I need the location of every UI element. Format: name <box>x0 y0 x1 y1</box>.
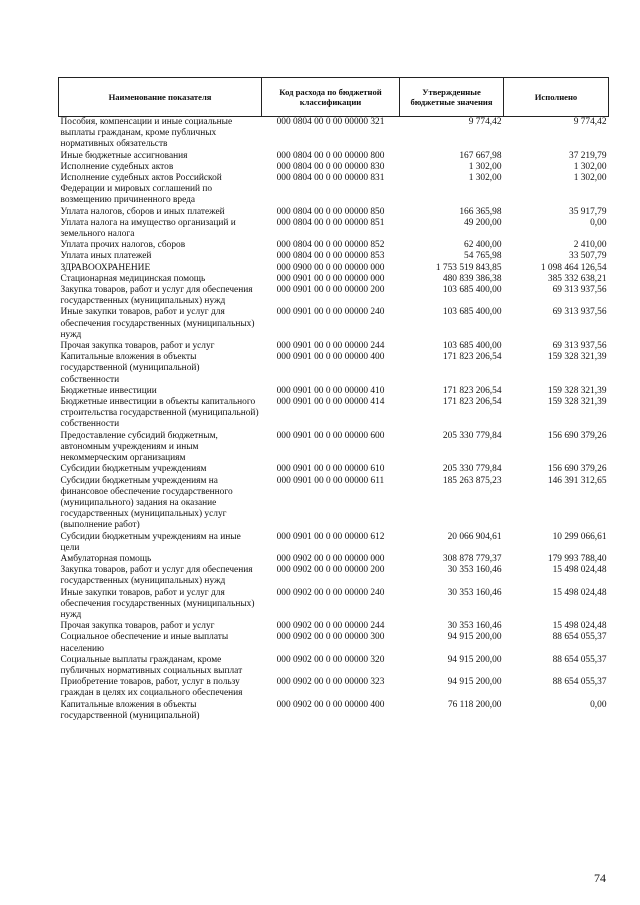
row-name-cell: Социальное обеспечение и иные выплаты населению <box>60 632 229 654</box>
row-executed-cell: 9 774,42 <box>573 117 607 127</box>
row-name-cell: Иные закупки товаров, работ и услуг для обеспечения государственных (муниципальных) нужд <box>60 587 255 620</box>
row-name-cell: Уплата прочих налогов, сборов <box>60 240 186 251</box>
row-approved-cell: 205 330 779,84 <box>442 464 502 475</box>
row-approved-cell: 62 400,00 <box>464 240 502 251</box>
table-row <box>59 341 609 352</box>
row-name-cell: Закупка товаров, работ и услуг для обеспечения государственных (муниципальных) нужд <box>60 285 253 307</box>
row-code-cell: 000 0901 00 0 00 00000 400 <box>276 352 385 363</box>
table-row <box>59 386 609 397</box>
table-row <box>59 162 609 173</box>
row-approved-cell: 94 915 200,00 <box>447 632 502 643</box>
row-name-cell: Пособия, компенсации и иные социальные выплаты гражданам, кроме публичных нормативных обязательств <box>60 117 233 150</box>
table-row <box>59 464 609 475</box>
header-indicator-name: Наименование показателя <box>59 78 262 117</box>
row-approved-cell: 94 915 200,00 <box>447 677 502 688</box>
table-row <box>59 274 609 285</box>
row-executed-cell: 10 299 066,61 <box>552 531 607 542</box>
row-approved-cell: 103 685 400,00 <box>442 285 502 296</box>
row-code-cell: 000 0902 00 0 00 00000 000 <box>276 553 385 564</box>
table-row <box>59 218 609 240</box>
table-body <box>59 117 609 722</box>
table-row <box>59 655 609 677</box>
row-code-cell: 000 0804 00 0 00 00000 851 <box>276 217 385 228</box>
row-code-cell: 000 0902 00 0 00 00000 323 <box>276 677 385 688</box>
row-approved-cell: 103 685 400,00 <box>442 307 502 318</box>
row-executed-cell: 88 654 055,37 <box>552 632 607 643</box>
table-row <box>59 476 609 532</box>
row-approved-cell: 1 302,00 <box>468 173 502 184</box>
table-row <box>59 588 609 622</box>
row-approved-cell: 20 066 904,61 <box>447 531 502 542</box>
row-code-cell: 000 0902 00 0 00 00000 400 <box>276 699 385 710</box>
row-executed-cell: 37 219,79 <box>569 150 607 161</box>
row-code-cell: 000 0900 00 0 00 00000 000 <box>276 262 385 273</box>
row-executed-cell: 385 332 638,21 <box>547 273 607 284</box>
row-name-cell: Капитальные вложения в объекты государственной (муниципальной) собственности <box>60 352 200 385</box>
table-row <box>59 632 609 654</box>
row-name-cell: ЗДРАВООХРАНЕНИЕ <box>60 262 151 273</box>
row-code-cell: 000 0901 00 0 00 00000 612 <box>276 531 385 542</box>
table-row <box>59 621 609 632</box>
row-approved-cell: 103 685 400,00 <box>442 341 502 352</box>
row-code-cell: 000 0901 00 0 00 00000 610 <box>276 464 385 475</box>
table-row <box>59 431 609 465</box>
row-name-cell: Прочая закупка товаров, работ и услуг <box>60 621 215 632</box>
table-row <box>59 240 609 251</box>
row-approved-cell: 308 878 779,37 <box>442 553 502 564</box>
row-approved-cell: 185 263 875,23 <box>442 475 502 486</box>
table-row <box>59 565 609 587</box>
table-row <box>59 554 609 565</box>
row-executed-cell: 88 654 055,37 <box>552 654 607 665</box>
row-name-cell: Капитальные вложения в объекты государственной (муниципальной) <box>60 699 200 721</box>
table-row <box>59 263 609 274</box>
row-executed-cell: 1 302,00 <box>573 161 607 172</box>
row-code-cell: 000 0901 00 0 00 00000 414 <box>276 397 385 408</box>
row-approved-cell: 54 765,98 <box>464 251 502 262</box>
row-code-cell: 000 0804 00 0 00 00000 850 <box>276 206 385 217</box>
row-code-cell: 000 0901 00 0 00 00000 410 <box>276 385 385 396</box>
row-name-cell: Иные бюджетные ассигнования <box>60 150 188 161</box>
table-row <box>59 173 609 207</box>
row-name-cell: Уплата иных платежей <box>60 251 152 262</box>
row-name-cell: Исполнение судебных актов <box>60 161 174 172</box>
row-executed-cell: 2 410,00 <box>573 240 607 251</box>
row-approved-cell: 30 353 160,46 <box>447 587 502 598</box>
table-row <box>59 352 609 386</box>
row-approved-cell: 480 839 386,38 <box>442 273 502 284</box>
row-name-cell: Иные закупки товаров, работ и услуг для обеспечения государственных (муниципальных) нужд <box>60 307 255 340</box>
table-row <box>59 251 609 262</box>
row-executed-cell: 159 328 321,39 <box>547 352 607 363</box>
row-approved-cell: 1 753 519 843,85 <box>435 262 502 273</box>
row-approved-cell: 166 365,98 <box>459 206 502 217</box>
table-row <box>59 397 609 431</box>
row-code-cell: 000 0901 00 0 00 00000 000 <box>276 273 385 284</box>
row-executed-cell: 156 690 379,26 <box>547 464 607 475</box>
row-executed-cell: 15 498 024,48 <box>552 621 607 632</box>
table-row <box>59 700 609 722</box>
row-code-cell: 000 0902 00 0 00 00000 300 <box>276 632 385 643</box>
row-name-cell: Бюджетные инвестиции <box>60 385 157 396</box>
table-row <box>59 207 609 218</box>
row-name-cell: Уплата налога на имущество организаций и земельного налога <box>60 217 236 240</box>
table-row <box>59 151 609 162</box>
header-approved-values: Утвержденные бюджетные значения <box>400 78 504 117</box>
row-code-cell: 000 0901 00 0 00 00000 244 <box>276 341 385 352</box>
row-approved-cell: 205 330 779,84 <box>442 430 502 441</box>
row-executed-cell: 15 498 024,48 <box>552 565 607 576</box>
row-approved-cell: 30 353 160,46 <box>447 621 502 632</box>
header-executed: Исполнено <box>504 78 609 117</box>
row-executed-cell: 1 302,00 <box>573 173 607 184</box>
row-approved-cell: 30 353 160,46 <box>447 565 502 576</box>
row-name-cell: Уплата налогов, сборов и иных платежей <box>60 206 225 217</box>
row-executed-cell: 15 498 024,48 <box>552 587 607 598</box>
row-code-cell: 000 0902 00 0 00 00000 200 <box>276 565 385 576</box>
row-executed-cell: 0,00 <box>590 217 607 228</box>
row-name-cell: Субсидии бюджетным учреждениям на финансовое обеспечение государственного (муниципального) задания на оказание государственных (муниципальных) услуг (выполнение работ) <box>60 475 233 531</box>
row-approved-cell: 167 667,98 <box>459 150 502 161</box>
row-executed-cell: 88 654 055,37 <box>552 677 607 688</box>
row-approved-cell: 49 200,00 <box>464 217 502 228</box>
row-approved-cell: 94 915 200,00 <box>447 654 502 665</box>
row-name-cell: Социальные выплаты гражданам, кроме публичных нормативных социальных выплат <box>60 654 243 676</box>
row-name-cell: Амбулаторная помощь <box>60 553 152 564</box>
row-executed-cell: 159 328 321,39 <box>547 397 607 408</box>
row-executed-cell: 0,00 <box>590 699 607 710</box>
row-executed-cell: 156 690 379,26 <box>547 430 607 441</box>
table-row <box>59 117 609 151</box>
row-code-cell: 000 0901 00 0 00 00000 240 <box>276 307 385 318</box>
row-approved-cell: 9 774,42 <box>468 117 502 127</box>
table-row <box>59 677 609 699</box>
row-code-cell: 000 0804 00 0 00 00000 831 <box>276 173 385 184</box>
row-name-cell: Предоставление субсидий бюджетным, автономным учреждениям и иным некоммерческим организациям <box>60 430 218 464</box>
row-executed-cell: 69 313 937,56 <box>552 307 607 318</box>
row-name-cell: Исполнение судебных актов Российской Федерации и мировых соглашений по возмещению причиненного вреда <box>60 173 222 206</box>
row-executed-cell: 159 328 321,39 <box>547 385 607 396</box>
row-code-cell: 000 0804 00 0 00 00000 800 <box>276 150 385 161</box>
row-executed-cell: 35 917,79 <box>569 206 607 217</box>
row-executed-cell: 69 313 937,56 <box>552 341 607 352</box>
row-code-cell: 000 0804 00 0 00 00000 830 <box>276 161 385 172</box>
row-executed-cell: 69 313 937,56 <box>552 285 607 296</box>
row-code-cell: 000 0804 00 0 00 00000 852 <box>276 240 385 251</box>
row-approved-cell: 171 823 206,54 <box>442 352 502 363</box>
row-approved-cell: 171 823 206,54 <box>442 385 502 396</box>
row-code-cell: 000 0901 00 0 00 00000 200 <box>276 285 385 296</box>
row-code-cell: 000 0901 00 0 00 00000 611 <box>276 475 385 486</box>
row-approved-cell: 76 118 200,00 <box>447 699 502 710</box>
row-name-cell: Субсидии бюджетным учреждениям <box>60 464 207 475</box>
row-code-cell: 000 0804 00 0 00 00000 853 <box>276 251 385 262</box>
row-name-cell: Прочая закупка товаров, работ и услуг <box>60 341 215 352</box>
row-executed-cell: 33 507,79 <box>569 251 607 262</box>
row-code-cell: 000 0902 00 0 00 00000 244 <box>276 621 385 632</box>
row-approved-cell: 1 302,00 <box>468 161 502 172</box>
row-approved-cell: 171 823 206,54 <box>442 397 502 408</box>
table-row <box>59 307 609 341</box>
budget-execution-table <box>58 77 609 722</box>
page-number: 74 <box>594 871 606 885</box>
row-name-cell: Закупка товаров, работ и услуг для обеспечения государственных (муниципальных) нужд <box>60 565 253 587</box>
row-name-cell: Субсидии бюджетным учреждениям на иные цели <box>60 531 241 553</box>
table-row <box>59 285 609 307</box>
row-code-cell: 000 0901 00 0 00 00000 600 <box>276 430 385 441</box>
row-code-cell: 000 0902 00 0 00 00000 320 <box>276 654 385 665</box>
row-name-cell: Приобретение товаров, работ, услуг в пользу граждан в целях их социального обеспечения <box>60 677 243 699</box>
table-row <box>59 532 609 554</box>
row-executed-cell: 179 993 788,40 <box>547 553 607 564</box>
header-expense-code: Код расхода по бюджетной классификации <box>262 78 400 117</box>
row-executed-cell: 146 391 312,65 <box>547 475 607 486</box>
row-name-cell: Бюджетные инвестиции в объекты капитального строительства государственной (муниципальной) собственности <box>60 397 259 430</box>
row-code-cell: 000 0804 00 0 00 00000 321 <box>276 117 385 127</box>
row-code-cell: 000 0902 00 0 00 00000 240 <box>276 587 385 598</box>
table-header-row <box>59 78 609 117</box>
row-executed-cell: 1 098 464 126,54 <box>540 262 607 273</box>
row-name-cell: Стационарная медицинская помощь <box>60 273 206 284</box>
